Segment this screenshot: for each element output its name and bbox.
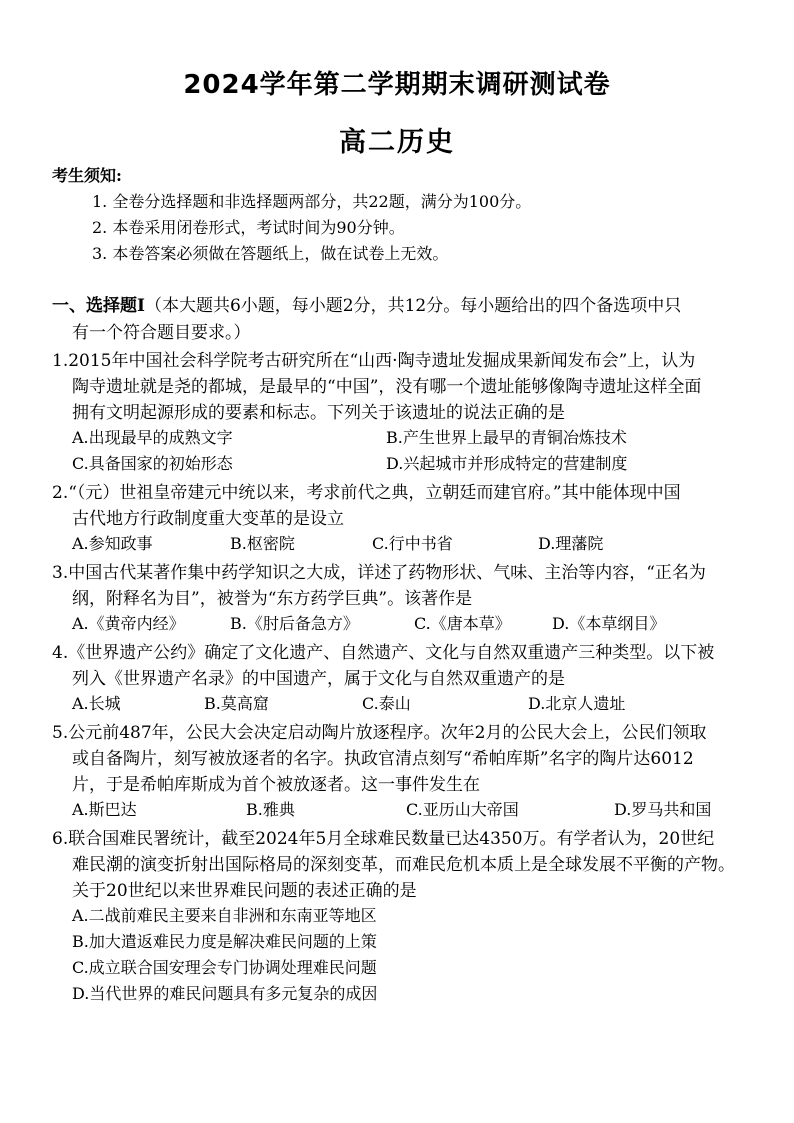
- question-6-option-a: A.二战前难民主要来自非洲和东南亚等地区: [72, 906, 377, 925]
- section-desc: （本大题共6小题，每小题2分，共12分。每小题给出的四个备选项中只: [144, 296, 682, 316]
- notice-item: 3. 本卷答案必须做在答题纸上，做在试卷上无效。: [92, 244, 449, 263]
- question-1-option-b: B.产生世界上最早的青铜冶炼技术: [386, 428, 627, 447]
- question-5-text: 或自备陶片，刻写被放逐者的名字。执政官清点刻写“希帕库斯”名字的陶片达6012: [72, 749, 694, 769]
- question-5-option-b: B.雅典: [246, 800, 295, 819]
- question-3-text: 3.中国古代某著作集中药学知识之大成，详述了药物形状、气味、主治等内容，“正名为: [52, 563, 706, 583]
- question-4-option-d: D.北京人遗址: [528, 694, 626, 713]
- question-1-option-d: D.兴起城市并形成特定的营建制度: [386, 454, 628, 473]
- question-1-option-a: A.出现最早的成熟文字: [72, 428, 233, 447]
- question-5-option-c: C.亚历山大帝国: [406, 800, 519, 819]
- question-4-option-a: A.长城: [72, 694, 121, 713]
- question-4-option-c: C.泰山: [362, 694, 411, 713]
- section-label: 一、选择题Ⅰ: [52, 296, 145, 316]
- question-4-text: 列入《世界遗产名录》的中国遗产，属于文化与自然双重遗产的是: [72, 669, 565, 689]
- question-2-option-c: C.行中书省: [372, 534, 453, 553]
- question-6-option-c: C.成立联合国安理会专门协调处理难民问题: [72, 958, 377, 977]
- question-2-option-b: B.枢密院: [230, 534, 295, 553]
- question-3-option-d: D.《本草纲目》: [552, 614, 666, 633]
- question-5-option-d: D.罗马共和国: [614, 800, 712, 819]
- question-3-option-c: C.《唐本草》: [414, 614, 511, 633]
- question-2-text: 古代地方行政制度重大变革的是设立: [72, 509, 344, 529]
- question-5-option-a: A.斯巴达: [72, 800, 137, 819]
- question-1-text: 拥有文明起源形成的要素和标志。下列关于该遗址的说法正确的是: [72, 403, 565, 423]
- notice-heading: 考生须知:: [52, 166, 122, 185]
- question-3-text: 纲，附释名为目”，被誉为“东方药学巨典”。该著作是: [72, 589, 473, 609]
- exam-subject: 高二历史: [339, 127, 455, 158]
- question-1-text: 1.2015年中国社会科学院考古研究所在“山西·陶寺遗址发掘成果新闻发布会”上，认为: [52, 351, 696, 371]
- question-6-text: 关于20世纪以来世界难民问题的表述正确的是: [72, 881, 417, 901]
- notice-item: 1. 全卷分选择题和非选择题两部分，共22题，满分为100分。: [92, 192, 532, 211]
- question-2-text: 2.“（元）世祖皇帝建元中统以来，考求前代之典，立朝廷而建官府。”其中能体现中国: [52, 483, 681, 503]
- question-3-option-a: A.《黄帝内经》: [72, 614, 185, 633]
- question-4-option-b: B.莫高窟: [204, 694, 269, 713]
- question-5-text: 片，于是希帕库斯成为首个被放逐者。这一事件发生在: [72, 775, 480, 795]
- question-3-option-b: B.《肘后备急方》: [230, 614, 359, 633]
- question-6-text: 6.联合国难民署统计，截至2024年5月全球难民数量已达4350万。有学者认为，20世纪: [52, 829, 715, 849]
- question-1-option-c: C.具备国家的初始形态: [72, 454, 233, 473]
- question-6-text: 难民潮的演变折射出国际格局的深刻变革，而难民危机本质上是全球发展不平衡的产物。: [72, 855, 735, 875]
- question-2-option-d: D.理藩院: [538, 534, 604, 553]
- question-5-text: 5.公元前487年，公民大会决定启动陶片放逐程序。次年2月的公民大会上，公民们领取: [52, 723, 707, 743]
- exam-title: 2024学年第二学期期末调研测试卷: [183, 70, 611, 100]
- question-6-option-d: D.当代世界的难民问题具有多元复杂的成因: [72, 984, 378, 1003]
- section-desc-continued: 有一个符合题目要求。）: [72, 323, 251, 343]
- section-heading: [52, 291, 681, 316]
- question-4-text: 4.《世界遗产公约》确定了文化遗产、自然遗产、文化与自然双重遗产三种类型。以下被: [52, 643, 715, 663]
- question-1-text: 陶寺遗址就是尧的都城，是最早的“中国”，没有哪一个遗址能够像陶寺遗址这样全面: [72, 377, 702, 397]
- notice-item: 2. 本卷采用闭卷形式，考试时间为90分钟。: [92, 218, 405, 237]
- question-6-option-b: B.加大遣返难民力度是解决难民问题的上策: [72, 932, 377, 951]
- question-2-option-a: A.参知政事: [72, 534, 153, 553]
